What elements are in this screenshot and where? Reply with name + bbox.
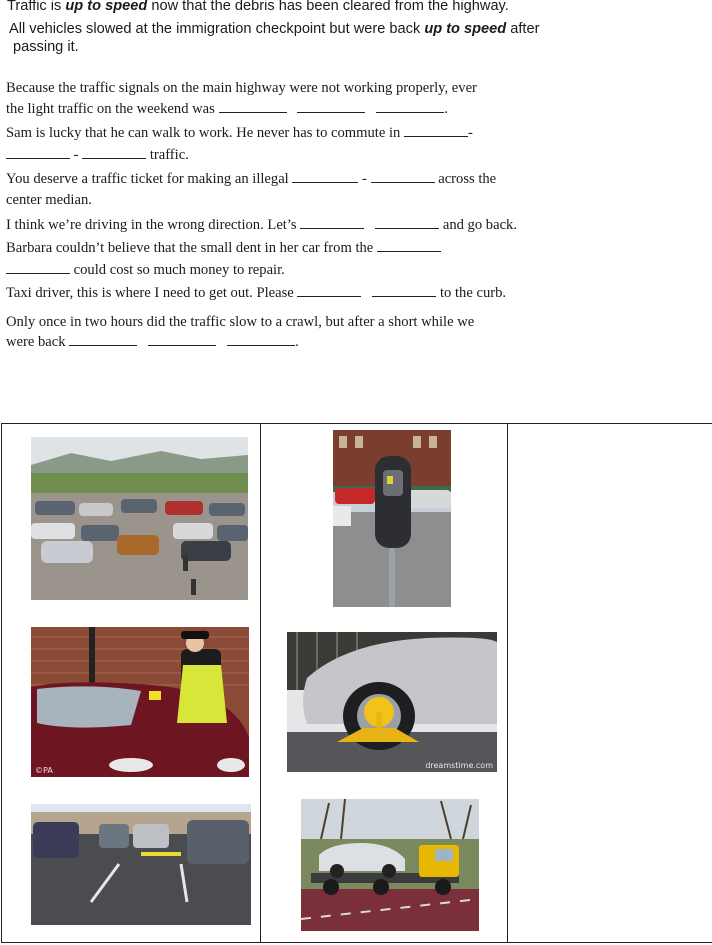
exercise-6: Taxi driver, this is where I need to get out. Please to the curb.: [6, 285, 507, 301]
photo-watermark: ©PA: [35, 766, 53, 775]
parking-lot-photo: [31, 437, 248, 600]
exercise-5-line-1: Barbara couldn’t believe that the small dent in her car from the: [6, 239, 441, 257]
exercise-7-line-2: were back .: [6, 334, 299, 350]
answer-blank[interactable]: [219, 100, 287, 113]
picture-column-right-empty: [508, 424, 712, 943]
exercise-2-line-1: Sam is lucky that he can walk to work. He never has to commute in -: [6, 125, 473, 141]
intro-line-1: Traffic is up to speed now that the debris has been cleared from the highway.: [7, 0, 509, 14]
wheel-clamp-photo: [287, 632, 497, 772]
exercise-4: I think we’re driving in the wrong direction. Let’s and go back.: [6, 217, 517, 233]
answer-blank[interactable]: [377, 239, 441, 252]
picture-column-middle: [261, 424, 508, 943]
exercise-5-line-2: could cost so much money to repair.: [6, 261, 285, 279]
answer-blank[interactable]: [297, 284, 361, 297]
answer-blank[interactable]: [375, 216, 439, 229]
exercise-3-line-1: You deserve a traffic ticket for making an illegal - across the: [6, 171, 497, 187]
picture-column-left: [2, 424, 261, 943]
photo-watermark: dreamstime.com: [425, 761, 493, 770]
answer-blank[interactable]: [371, 170, 435, 183]
tow-truck-photo: [301, 799, 479, 931]
answer-blank[interactable]: [297, 100, 365, 113]
exercise-1-line-2: the light traffic on the weekend was .: [6, 101, 449, 117]
parking-ticket-photo: [31, 627, 249, 777]
answer-blank[interactable]: [292, 170, 358, 183]
answer-blank[interactable]: [404, 124, 468, 137]
exercise-7-line-1: Only once in two hours did the traffic slow to a crawl, but after a short while we: [6, 314, 475, 330]
parking-spaces-photo: [31, 804, 251, 925]
exercise-3-line-2: center median.: [6, 192, 92, 208]
answer-blank[interactable]: [69, 333, 137, 346]
answer-blank[interactable]: [300, 216, 364, 229]
intro-line-3: passing it.: [13, 39, 79, 55]
answer-blank[interactable]: [6, 261, 70, 274]
picture-table: [1, 423, 712, 943]
intro-line-2: All vehicles slowed at the immigration checkpoint but were back up to speed after: [9, 21, 540, 37]
exercise-1-line-1: Because the traffic signals on the main highway were not working properly, ever: [6, 80, 477, 96]
answer-blank[interactable]: [372, 284, 436, 297]
answer-blank[interactable]: [6, 146, 70, 159]
parking-meter-photo: [333, 430, 451, 607]
answer-blank[interactable]: [376, 100, 444, 113]
answer-blank[interactable]: [148, 333, 216, 346]
exercise-2-line-2: - traffic.: [6, 146, 189, 164]
answer-blank[interactable]: [227, 333, 295, 346]
answer-blank[interactable]: [82, 146, 146, 159]
